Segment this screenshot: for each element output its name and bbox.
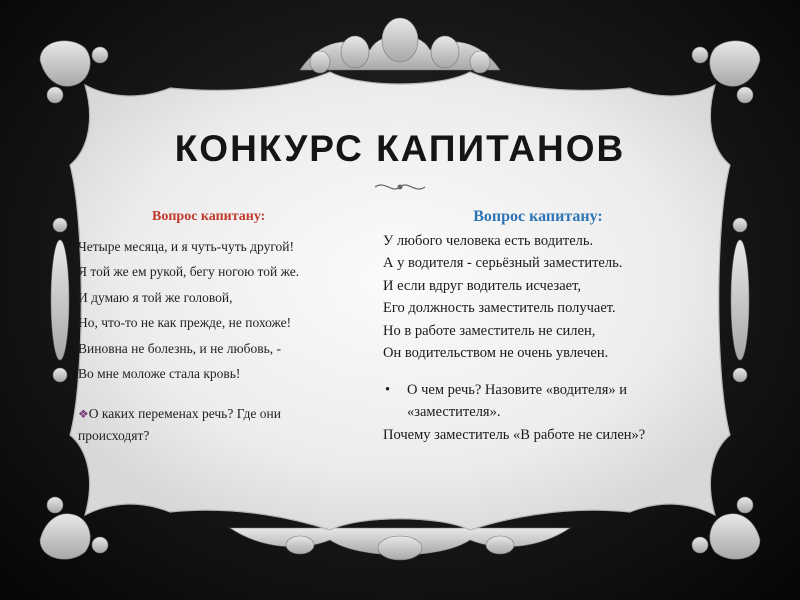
bullet-dot-icon: • <box>385 381 391 398</box>
bottom-ornament <box>230 528 570 560</box>
poem-line: Во мне моложе стала кровь! <box>78 366 241 381</box>
poem-line: Я той же ем рукой, бегу ногою той же. <box>78 264 300 279</box>
flourish-divider <box>370 178 430 196</box>
poem-line: И если вдруг водитель исчезает, <box>383 277 581 294</box>
left-question-block <box>78 204 368 447</box>
slide-title: КОНКУРС КАПИТАНОВ <box>174 128 626 169</box>
top-ornament <box>300 18 500 73</box>
poem-line: И думаю я той же головой, <box>78 289 233 305</box>
poem-line: Четыре месяца, и я чуть-чуть другой! <box>78 238 294 254</box>
right-bullet-question <box>383 379 723 424</box>
right-heading: Вопрос капитану: <box>473 208 603 225</box>
bullet-text: О каких переменах речь? Где они <box>88 405 281 421</box>
poem-line: Виновна не болезнь, и не любовь, - <box>78 340 281 356</box>
followup-question: Почему заместитель «В работе не силен»? <box>383 426 646 443</box>
right-question-block <box>383 206 723 446</box>
poem-line: Он водительством не очень увлечен. <box>383 345 609 361</box>
left-bullet-question <box>78 403 368 447</box>
poem-line: Но, что-то не как прежде, не похоже! <box>78 315 292 330</box>
poem-line: У любого человека есть водитель. <box>383 232 594 249</box>
diamond-bullet-icon: ❖ <box>78 406 89 421</box>
left-heading: Вопрос капитану: <box>152 209 266 224</box>
bullet-text: О чем речь? Назовите «водителя» и <box>407 381 627 398</box>
poem-line: Но в работе заместитель не силен, <box>383 322 596 339</box>
bullet-text-cont: происходят? <box>78 427 150 443</box>
poem-line: Его должность заместитель получает. <box>383 300 616 316</box>
poem-line: А у водителя - серьёзный заместитель. <box>383 255 623 271</box>
bullet-text-cont: «заместителя». <box>407 404 501 420</box>
